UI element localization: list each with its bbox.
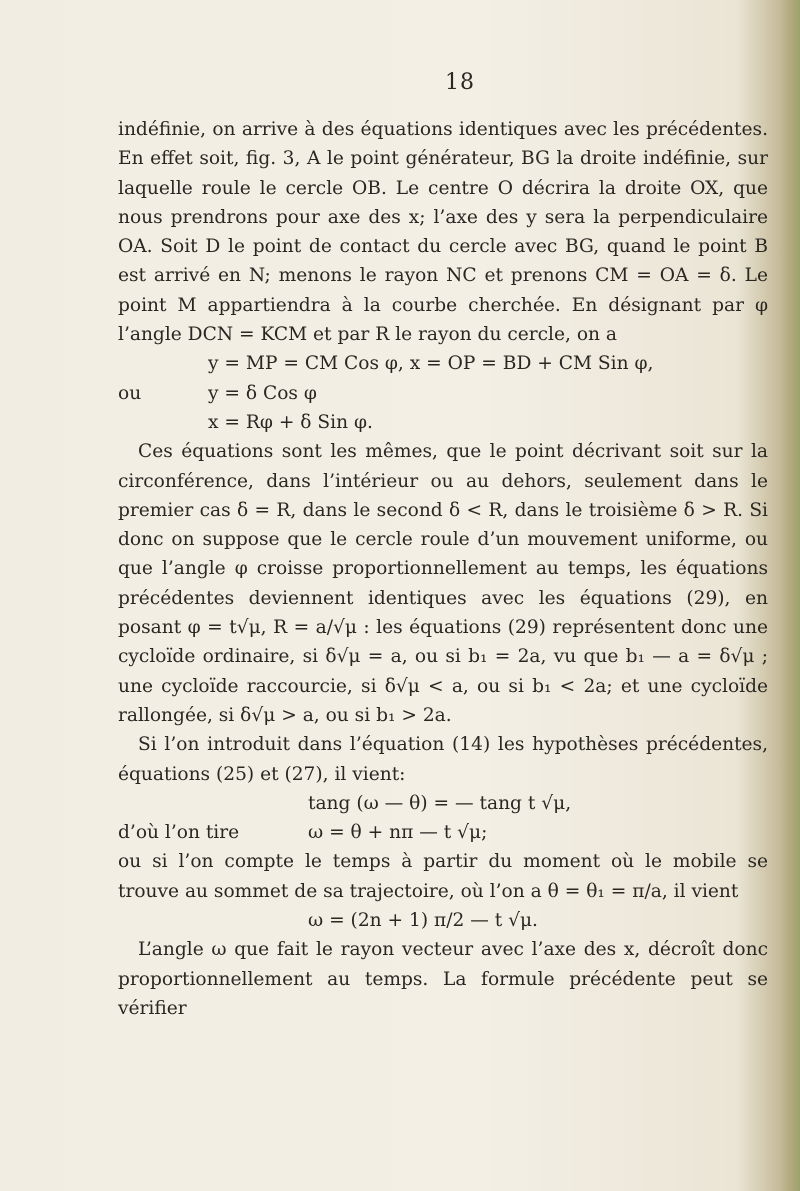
equation: tang (ω — θ) = — tang t √μ, [308,792,572,814]
page-number: 18 [445,70,475,95]
paragraph: Ces équations sont les mêmes, que le point décrivant soit sur la circonférence, dans l’intérieur ou au dehors, seulement dans le premier cas δ = R, dans le second δ < R, dans le troisième δ > R. Si donc on suppose que le cercle roule d’un mouvement uniforme, ou que l’angle φ croisse proportionnellement au temps, les équations précédentes deviennent identiques avec les équations (29), en posant φ = t√μ, R = a/√μ : les équations (29) représentent donc une cycloïde ordinaire, si δ√μ = a, ou si b₁ = 2a, vu que b₁ — a = δ√μ ; une cycloïde raccourcie, si δ√μ < a, ou si b₁ < 2a; et une cycloïde rallongée, si δ√μ > a, ou si b₁ > 2a. [118,441,768,726]
equation-lead: ou [118,382,142,404]
equation-line [118,349,768,378]
equation-line [118,789,768,818]
equation: ω = θ + nπ — t √μ; [308,822,488,844]
paragraph: Si l’on introduit dans l’équation (14) les hypothèses précédentes, équations (25) et (27), il vient: [118,734,768,785]
equation-line [118,379,768,408]
paragraph: ou si l’on compte le temps à partir du moment où le mobile se trouve au sommet de sa trajectoire, où l’on a θ = θ₁ = π/a, il vient [118,851,768,902]
equation: y = MP = CM Cos φ, x = OP = BD + CM Sin φ, [208,353,654,375]
equation-line [118,408,768,437]
equation: x = Rφ + δ Sin φ. [208,411,373,433]
equation: ω = (2n + 1) π/2 — t √μ. [308,910,538,932]
paragraph: L’angle ω que fait le rayon vecteur avec l’axe des x, décroît donc proportionnellement au temps. La formule précédente peut se vérifier [118,939,768,1019]
equation-line [118,818,768,847]
equation-line [118,906,768,935]
body-text [118,115,768,1023]
equation-lead: d’où l’on tire [118,822,240,844]
page-edge [778,0,800,1191]
equation: y = δ Cos φ [208,382,317,404]
paragraph: indéfinie, on arrive à des équations identiques avec les précédentes. En effet soit, fig. 3, A le point générateur, BG la droite indéfinie, sur laquelle roule le cercle OB. Le centre O décrira la droite OX, que nous prendrons pour axe des x; l’axe des y sera la perpendiculaire OA. Soit D le point de contact du cercle avec BG, quand le point B est arrivé en N; menons le rayon NC et prenons CM = OA = δ. Le point M appartiendra à la courbe cherchée. En désignant par φ l’angle DCN = KCM et par R le rayon du cercle, on a [118,119,768,346]
